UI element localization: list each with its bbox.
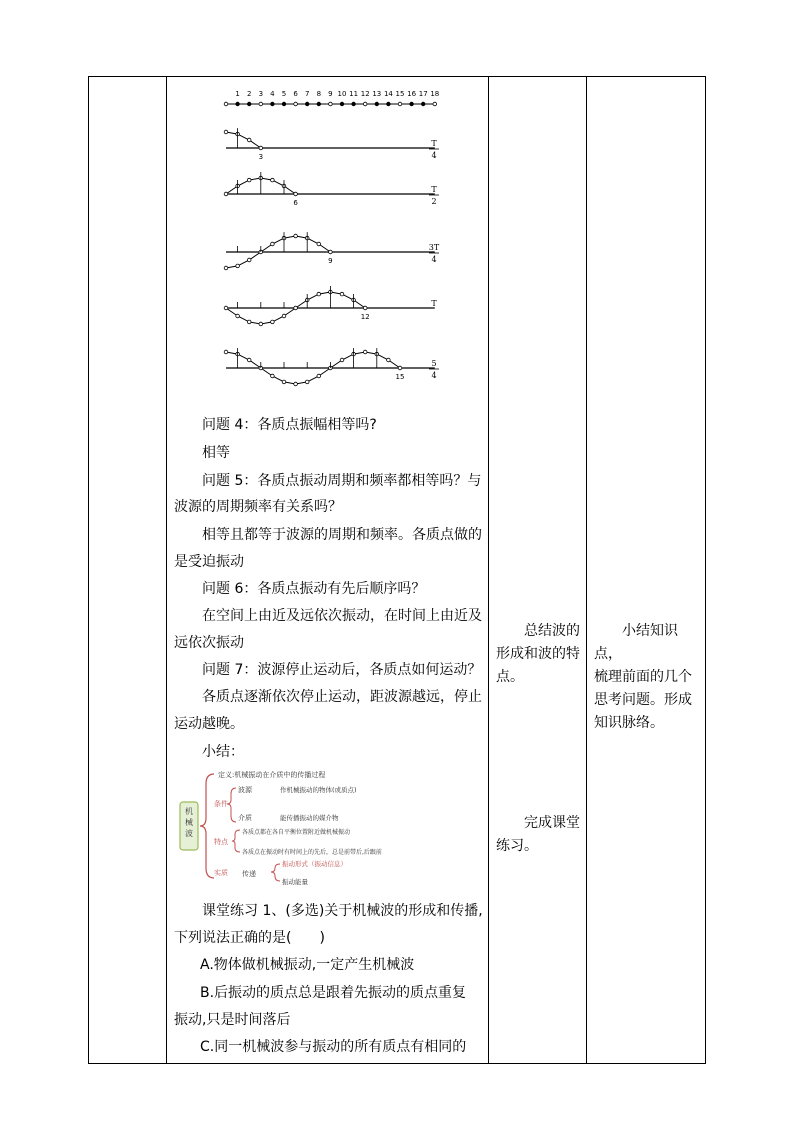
wave-rows — [224, 128, 440, 386]
time-denominator: 2 — [431, 197, 437, 206]
particle — [271, 374, 275, 378]
reference-point — [317, 102, 321, 106]
reference-point — [236, 102, 240, 106]
answer-7-line2: 运动越晚。 — [174, 716, 244, 732]
wave-curve — [226, 132, 261, 148]
wave-diagram — [222, 86, 442, 394]
question-7: 问题 7：波源停止运动后，各质点如何运动？ — [202, 662, 482, 678]
particle — [271, 320, 275, 324]
reference-point — [305, 102, 309, 106]
particle — [247, 358, 251, 362]
col4-line3: 思考问题。形成 — [594, 692, 692, 708]
table-border-1 — [88, 76, 89, 1064]
reference-point — [398, 102, 402, 106]
reference-point — [363, 102, 367, 106]
time-denominator: 4 — [431, 371, 437, 380]
teacher-activity-column-2 — [496, 812, 584, 858]
particle — [398, 366, 402, 370]
design-intent-column — [594, 620, 702, 735]
reference-point — [421, 102, 425, 106]
mindmap-definition: 定义:机械振动在介质中的传播过程 — [218, 771, 326, 779]
particle — [317, 374, 321, 378]
wave-end-label: 12 — [360, 313, 370, 321]
mindmap-feat-1: 各质点都在各自平衡位置附近做机械振动 — [242, 829, 351, 836]
particle — [282, 314, 286, 318]
point-number: 7 — [304, 90, 310, 98]
col3-text1-line2: 形成和波的特 — [496, 646, 580, 662]
particle — [340, 358, 344, 362]
answer-6-line2: 远依次振动 — [174, 635, 244, 651]
point-number: 18 — [430, 90, 440, 98]
time-numerator: 5 — [431, 359, 437, 368]
question-5-line1: 问题 5：各质点振动周期和频率都相等吗？与 — [202, 473, 482, 489]
exercise-1-line1: 课堂练习 1、(多选)关于机械波的形成和传播, — [202, 903, 483, 919]
particle — [259, 146, 263, 150]
col3-text1-line1: 总结波的 — [524, 623, 580, 639]
table-border-2 — [166, 76, 167, 1064]
question-6: 问题 6：各质点振动有先后顺序吗？ — [202, 581, 426, 597]
particle — [317, 292, 321, 296]
point-number: 8 — [316, 90, 322, 98]
point-number: 2 — [246, 90, 252, 98]
reference-point — [247, 102, 251, 106]
particle — [247, 178, 251, 182]
particle — [259, 322, 263, 326]
time-numerator: T — [431, 299, 437, 308]
mindmap-cond-medium-desc: 能传播振动的媒介物 — [280, 814, 339, 822]
reference-point — [375, 102, 379, 106]
particle — [247, 320, 251, 324]
reference-point — [352, 102, 356, 106]
particle — [247, 138, 251, 142]
time-denominator: 4 — [431, 151, 437, 160]
particle — [224, 192, 228, 196]
point-number: 6 — [293, 90, 298, 98]
answer-4: 相等 — [202, 445, 230, 461]
point-numbers — [224, 90, 439, 106]
wave-end-label: 6 — [293, 199, 298, 207]
option-c: C.同一机械波参与振动的所有质点有相同的 — [200, 1039, 467, 1055]
table-bottom-border — [88, 1063, 706, 1064]
point-number: 1 — [235, 90, 240, 98]
particle — [224, 266, 228, 270]
col3-text2-line1: 完成课堂 — [524, 815, 580, 831]
particle — [271, 178, 275, 182]
question-4: 问题 4：各质点振幅相等吗? — [202, 417, 377, 433]
reference-point — [294, 102, 298, 106]
question-5-line2: 波源的周期频率有关系吗？ — [174, 499, 342, 515]
particle — [317, 242, 321, 246]
mindmap-cond-source-desc: 作机械振动的物体(或质点) — [280, 786, 357, 794]
reference-point — [329, 102, 333, 106]
particle — [363, 350, 367, 354]
mindmap-root-text: 机械波 — [185, 807, 193, 838]
col4-line1: 小结知识点， — [594, 623, 678, 662]
summary-heading: 小结： — [202, 744, 244, 760]
particle — [282, 380, 286, 384]
point-number: 9 — [328, 90, 333, 98]
wave-end-label: 3 — [258, 153, 264, 161]
reference-point — [282, 102, 286, 106]
particle — [224, 306, 228, 310]
exercise-1-line2: 下列说法正确的是( ) — [174, 930, 325, 946]
option-b-line2: 振动,只是时间落后 — [174, 1012, 291, 1028]
time-numerator: T — [431, 139, 437, 148]
reference-point — [340, 102, 344, 106]
particle — [236, 314, 240, 318]
reference-point — [387, 102, 391, 106]
mindmap-essence-transfer: 传递 — [242, 870, 256, 878]
time-denominator: 4 — [431, 255, 437, 264]
point-number: 10 — [337, 90, 347, 98]
point-number: 12 — [360, 90, 370, 98]
mindmap-cond-medium: 介质 — [238, 814, 252, 822]
particle — [294, 192, 298, 196]
mindmap-essence-label: 实质 — [214, 869, 228, 877]
particle — [340, 292, 344, 296]
reference-point — [259, 102, 263, 106]
reference-point — [271, 102, 275, 106]
wave-end-label: 15 — [395, 373, 405, 381]
point-number: 13 — [372, 90, 382, 98]
col3-text1-line3: 点。 — [496, 669, 524, 685]
time-numerator: T — [431, 185, 437, 194]
table-border-4 — [586, 76, 587, 1064]
point-number: 15 — [395, 90, 405, 98]
particle — [387, 358, 391, 362]
table-border-5 — [705, 76, 706, 1064]
particle — [294, 306, 298, 310]
teacher-activity-column — [496, 620, 584, 689]
particle — [294, 234, 298, 238]
answer-5-line1: 相等且都等于波源的周期和频率。各质点做的 — [202, 527, 482, 543]
mindmap-feat-2: 各质点在振动时有时间上的先后，总是前带后,后跟前 — [242, 849, 382, 856]
time-numerator: 3T — [428, 243, 440, 252]
particle — [224, 350, 228, 354]
col4-line4: 知识脉络。 — [594, 715, 664, 731]
option-a: A.物体做机械振动,一定产生机械波 — [200, 957, 415, 973]
particle — [294, 382, 298, 386]
point-number: 16 — [407, 90, 417, 98]
mindmap-essence-form: 振动形式（振动信息） — [282, 860, 347, 868]
point-number: 3 — [258, 90, 264, 98]
particle — [329, 250, 333, 254]
point-number: 14 — [383, 90, 393, 98]
table-border-3 — [488, 76, 489, 1064]
wave-end-label: 9 — [328, 257, 333, 265]
mindmap-feat-label: 特点 — [214, 838, 228, 846]
particle — [247, 258, 251, 262]
point-number: 11 — [349, 90, 359, 98]
mindmap-cond-source: 波源 — [238, 786, 252, 794]
table-top-border — [88, 76, 706, 77]
mindmap-essence-energy: 振动能量 — [282, 878, 308, 886]
summary-mindmap — [176, 768, 416, 892]
particle — [224, 130, 228, 134]
reference-point — [410, 102, 414, 106]
reference-point — [433, 102, 437, 106]
point-number: 17 — [418, 90, 428, 98]
point-number: 4 — [270, 90, 275, 98]
mindmap-cond-label: 条件 — [214, 800, 228, 808]
answer-7-line1: 各质点逐渐依次停止运动，距波源越远，停止 — [202, 689, 482, 705]
answer-5-line2: 是受迫振动 — [174, 554, 244, 570]
particle — [271, 242, 275, 246]
col4-line2: 梳理前面的几个 — [594, 669, 692, 685]
reference-point — [224, 102, 228, 106]
answer-6-line1: 在空间上由近及远依次振动，在时间上由近及 — [202, 608, 482, 624]
particle — [305, 380, 309, 384]
particle — [236, 264, 240, 268]
point-number: 5 — [281, 90, 287, 98]
particle — [363, 306, 367, 310]
col3-text2-line2: 练习。 — [496, 838, 538, 854]
option-b-line1: B.后振动的质点总是跟着先振动的质点重复 — [200, 985, 467, 1001]
